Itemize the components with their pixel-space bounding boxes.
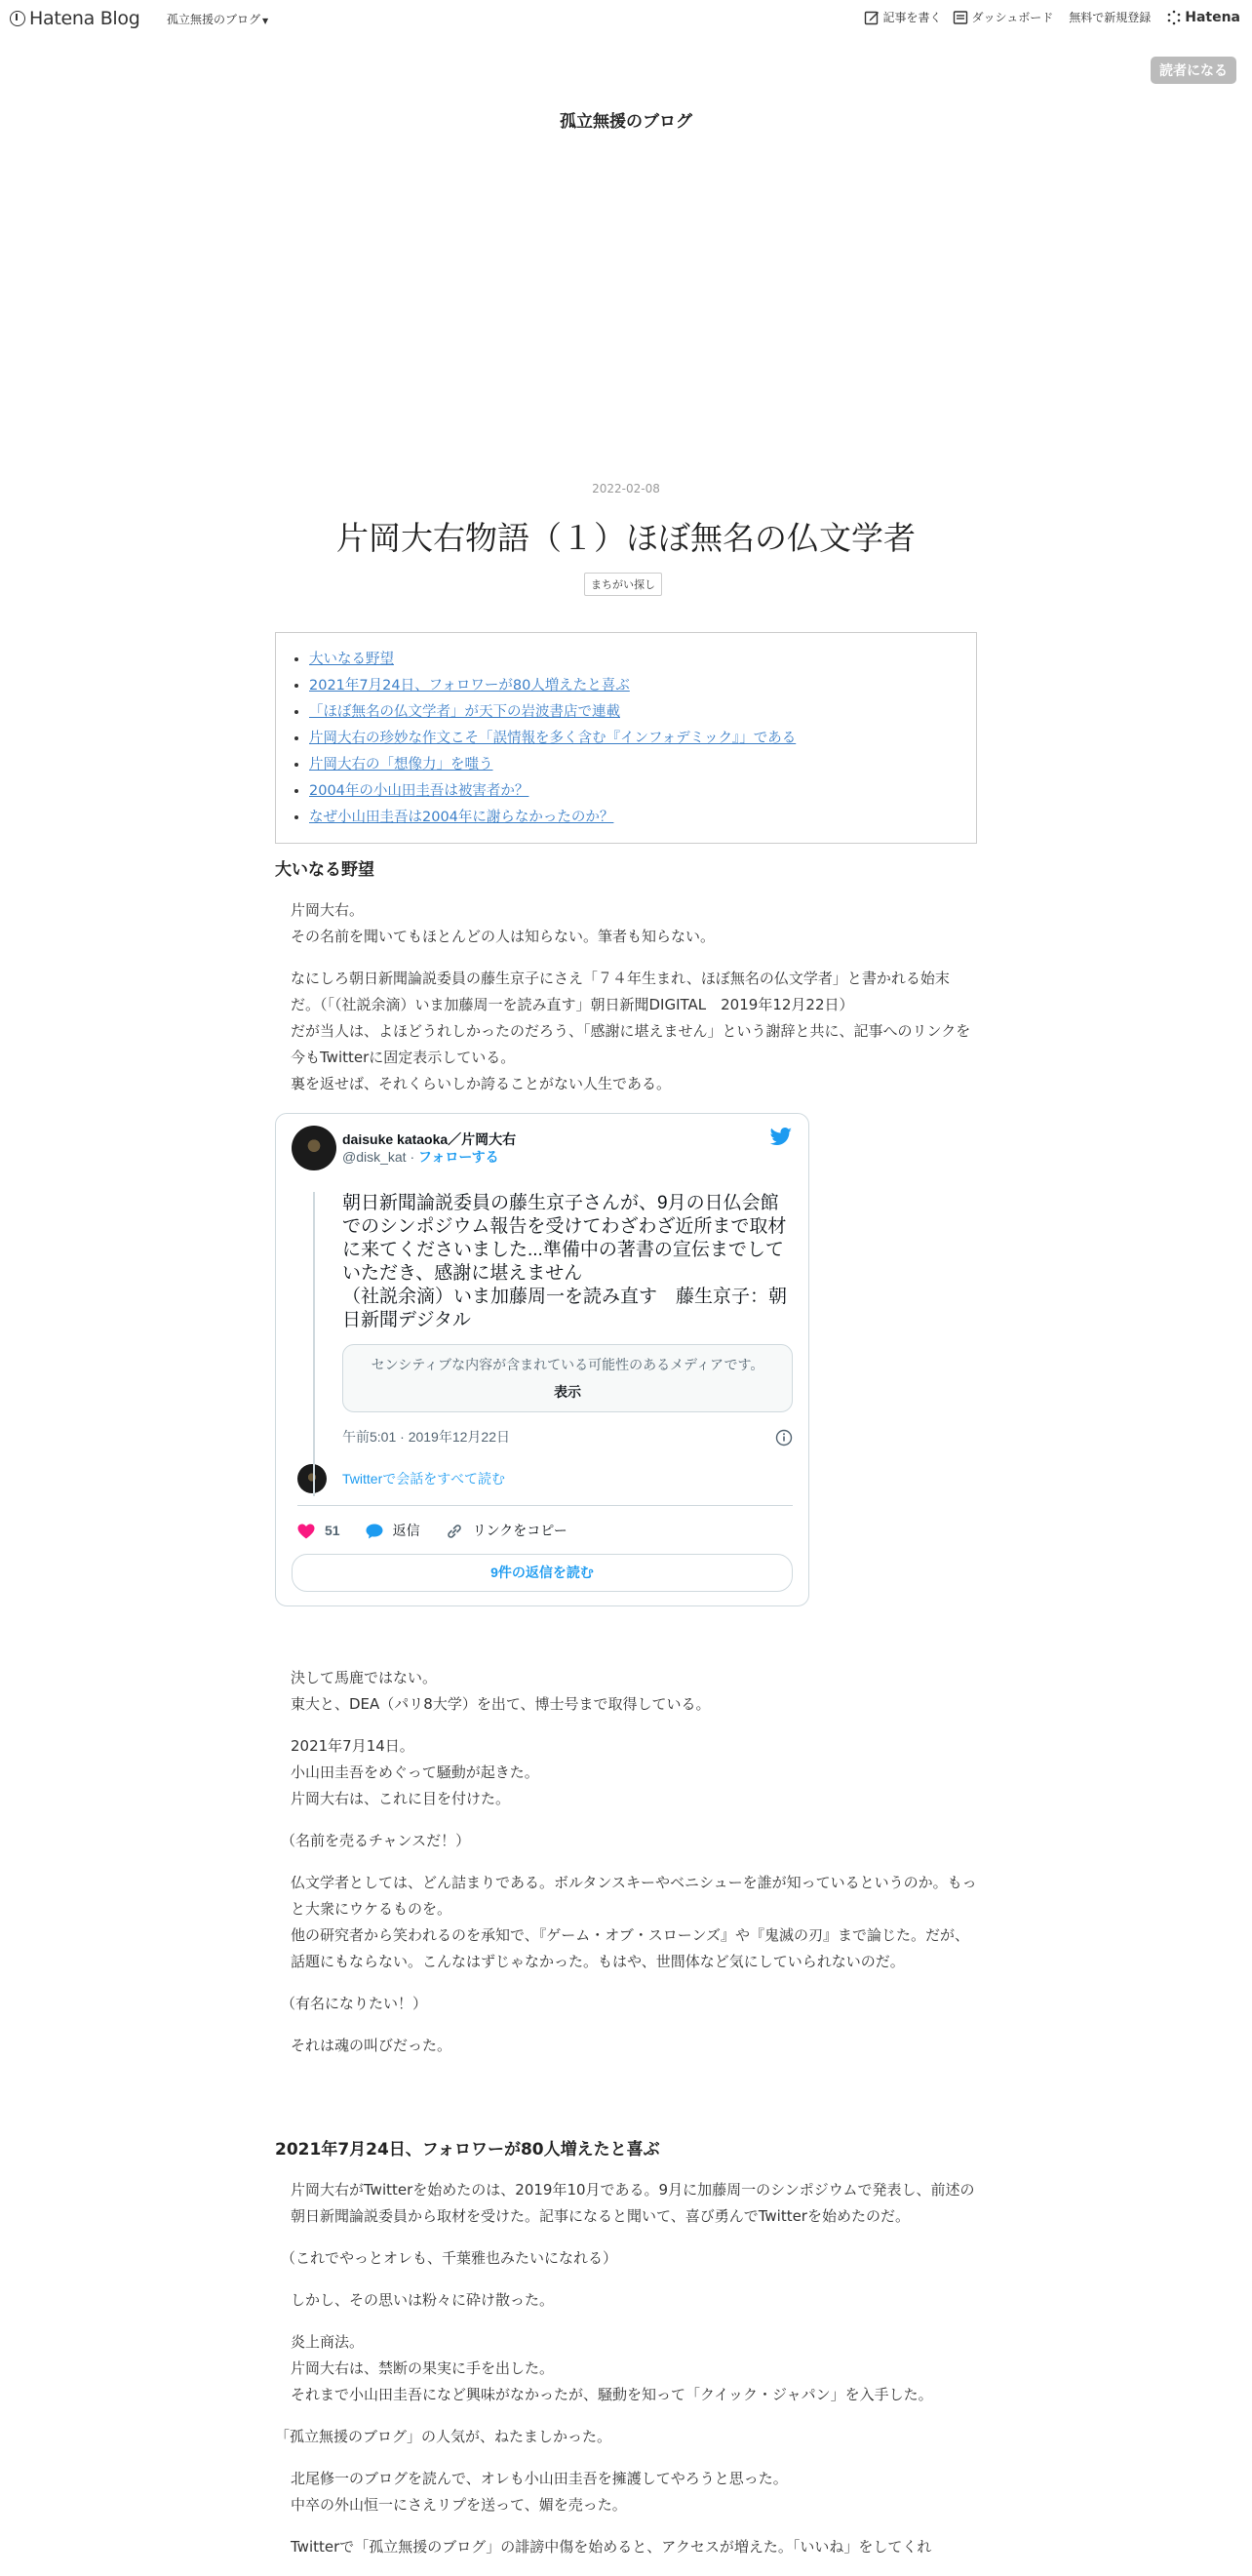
- subscribe-button[interactable]: 読者になる: [1151, 57, 1236, 84]
- paragraph: （名前を売るチャンスだ！）: [281, 1832, 471, 1849]
- signup-label: 無料で新規登録: [1069, 11, 1152, 24]
- tweet-timestamp[interactable]: 午前5:01 · 2019年12月22日: [342, 1429, 510, 1445]
- toc-item: [309, 699, 957, 726]
- toc-item: [309, 673, 957, 699]
- sensitive-media-notice[interactable]: [342, 1344, 793, 1412]
- paragraph: （これでやっとオレも、千葉雅也みたいになれる）: [281, 2249, 618, 2267]
- text-line: 片岡大右は、禁断の果実に手を出した。: [291, 2359, 555, 2377]
- avatar[interactable]: [292, 1126, 336, 1170]
- text-line: 他の研究者から笑われるのを承知で、『ゲーム・オブ・スローンズ』や『鬼滅の刃』まで論じた。だが、話題にもならない。こんなはずじゃなかった。もはや、世間体など気にしていられないのだ。: [291, 1926, 970, 1970]
- follow-button[interactable]: フォローする: [418, 1149, 499, 1165]
- paragraph: しかし、その思いは粉々に砕け散った。: [291, 2291, 555, 2309]
- paragraph: それは魂の叫びだった。: [291, 2037, 452, 2054]
- entry-title[interactable]: 片岡大右物語（１）ほぼ無名の仏文学者: [336, 519, 916, 557]
- toc-link[interactable]: 大いなる野望: [309, 652, 394, 667]
- spacer: [275, 2075, 977, 2129]
- section-heading: 2021年7月24日、フォロワーが80人増えたと喜ぶ: [275, 2140, 660, 2160]
- tweet-meta: [342, 1424, 793, 1450]
- dashboard-label: ダッシュボード: [971, 11, 1054, 24]
- text-line: その名前を聞いてもほとんどの人は知らない。筆者も知らない。: [291, 928, 716, 945]
- text-line: 小山田圭吾をめぐって騒動が起きた。: [291, 1764, 539, 1781]
- section-heading: 大いなる野望: [275, 860, 374, 880]
- reply-bubble-icon: [366, 1524, 383, 1539]
- paragraph: [275, 897, 977, 950]
- global-header: [0, 0, 1252, 37]
- text-line: 片岡大右は、これに目を付けた。: [291, 1790, 511, 1807]
- paragraph: [275, 1071, 977, 1097]
- info-icon[interactable]: [775, 1429, 793, 1447]
- tweet-text: 朝日新聞論説委員の藤生京子さんが、9月の日仏会館でのシンポジウム報告を受けてわざわざ近所まで取材に来てくださいました...準備中の著書の宣伝までしていただき、感謝に堪えません （社説余滴）いま加藤周一を読み直す 藤生京子：朝日新聞デジタル: [342, 1193, 788, 1330]
- toc-item: [309, 752, 957, 778]
- text-line: 2021年7月14日。: [291, 1737, 414, 1755]
- write-article-link[interactable]: [864, 9, 941, 25]
- read-replies-button[interactable]: 9件の返信を読む: [292, 1554, 793, 1592]
- paragraph: [275, 966, 977, 1018]
- embedded-tweet[interactable]: [275, 1113, 809, 1606]
- copy-link-label: リンクをコピー: [472, 1523, 567, 1538]
- text-line: だが当人は、よほどうれしかったのだろう、「感謝に堪えません」という謝辞と共に、記事へのリンクを今もTwitterに固定表示している。: [291, 1022, 971, 1066]
- tweet-body: [342, 1192, 793, 1450]
- toc-link[interactable]: 片岡大右の珍妙な作文こそ「誤情報を多く含む『インフォデミック』」である: [309, 731, 797, 746]
- text-line: 仏文学者としては、どん詰まりである。ボルタンスキーやベニシューを誰が知っているというのか。もっと大衆にウケるものを。: [291, 1874, 977, 1918]
- toc-item: [309, 726, 957, 752]
- header-actions: [852, 9, 1240, 25]
- twitter-bird-icon[interactable]: [769, 1128, 793, 1147]
- text-line: 炎上商法。: [291, 2333, 365, 2351]
- heart-icon: [297, 1524, 315, 1539]
- toc-link[interactable]: 「ほぼ無名の仏文学者」が天下の岩波書店で連載: [309, 704, 620, 720]
- dashboard-link[interactable]: [953, 9, 1053, 25]
- show-media-button[interactable]: 表示: [554, 1384, 581, 1400]
- read-conversation-link[interactable]: [297, 1464, 793, 1506]
- text-line: 裏を返せば、それくらいしか誇ることがない人生である。: [291, 1075, 672, 1092]
- entry-content: [275, 632, 977, 2576]
- tweet-header: daisuke kataoka／片岡大右 @disk_kat · フォローする: [292, 1126, 793, 1170]
- text-line: 北尾修一のブログを読んで、オレも小山田圭吾を擁護してやろうと思った。: [291, 2470, 788, 2487]
- tweet-handle[interactable]: @disk_kat: [342, 1149, 407, 1165]
- text-line: 中卒の外山恒一にさえリプを送って、媚を売った。: [291, 2496, 627, 2514]
- paragraph: 片岡大右がTwitterを始めたのは、2019年10月である。9月に加藤周一のシンポジウムで発表し、前述の朝日新聞論説委員から取材を受けた。記事になると聞いて、喜び勇んでTwitterを始めたのだ。: [291, 2181, 975, 2225]
- paragraph: [275, 1733, 977, 1812]
- toc-item: [309, 805, 957, 831]
- paragraph: 「孤立無援のブログ」の人気が、ねたましかった。: [275, 2428, 612, 2445]
- category-tag[interactable]: まちがい探し: [584, 573, 662, 596]
- blog-selector[interactable]: [167, 11, 268, 27]
- pencil-icon: [864, 10, 880, 25]
- text-line: 東大と、DEA（パリ8大学）を出て、博士号まで取得している。: [291, 1695, 711, 1713]
- copy-link-button[interactable]: [446, 1518, 567, 1544]
- tweet-author-name[interactable]: daisuke kataoka／片岡大右: [342, 1131, 517, 1147]
- toc-item: [309, 647, 957, 673]
- link-icon: [446, 1523, 463, 1540]
- text-line: なにしろ朝日新聞論説委員の藤生京子にさえ「７４年生まれ、ほぼ無名の仏文学者」と書かれる始末だ。（「（社説余滴）いま加藤周一を読み直す」朝日新聞DIGITAL 2019年12月22日）: [291, 970, 950, 1013]
- paragraph: [275, 1665, 977, 1718]
- paragraph: （有名になりたい！）: [281, 1995, 428, 2012]
- toc-link[interactable]: 2021年7月24日、フォロワーが80人増えたと喜ぶ: [309, 678, 630, 694]
- hatena-logo-icon: [10, 11, 25, 26]
- text-line: 決して馬鹿ではない。: [291, 1669, 438, 1686]
- reply-label: 返信: [392, 1523, 420, 1538]
- toc-item: [309, 778, 957, 805]
- blog-selector-label: 孤立無援のブログ: [167, 13, 261, 26]
- blog-title[interactable]: 孤立無援のブログ: [560, 112, 692, 132]
- like-count: 51: [325, 1523, 340, 1538]
- hatena-menu[interactable]: [1166, 10, 1240, 25]
- toc-link[interactable]: 2004年の小山田圭吾は被害者か？: [309, 783, 529, 799]
- write-label: 記事を書く: [882, 11, 942, 24]
- paragraph: [275, 1870, 977, 1922]
- paragraph: [275, 1922, 977, 1975]
- toc-link[interactable]: 片岡大右の「想像力」を嗤う: [309, 757, 493, 773]
- text-line: 片岡大右。: [291, 901, 365, 919]
- paragraph: [275, 2466, 977, 2518]
- caret-down-icon: ▼: [262, 17, 269, 25]
- tweet-actions: [297, 1518, 793, 1544]
- dashboard-icon: [953, 10, 968, 25]
- hatena-blog-logo[interactable]: [10, 8, 140, 29]
- like-button[interactable]: [297, 1518, 340, 1544]
- entry-date[interactable]: 2022-02-08: [592, 482, 660, 495]
- hatena-dots-icon: [1166, 10, 1182, 25]
- table-of-contents: [275, 632, 977, 844]
- convo-label: Twitterで会話をすべて読む: [342, 1470, 505, 1486]
- thread-line: [313, 1192, 315, 1496]
- hatena-label: Hatena: [1185, 9, 1240, 25]
- paragraph: [275, 2329, 977, 2408]
- sensitive-text: センシティブな内容が含まれている可能性のあるメディアです。: [371, 1357, 764, 1372]
- paragraph: Twitterで「孤立無援のブログ」の誹謗中傷を始めると、アクセスが増えた。「いいね」をしてくれ: [291, 2538, 932, 2556]
- text-line: それまで小山田圭吾になど興味がなかったが、騒動を知って「クイック・ジャパン」を入手した。: [291, 2386, 933, 2403]
- avatar: [297, 1464, 327, 1493]
- signup-link[interactable]: [1069, 9, 1151, 25]
- brand-label: Hatena Blog: [29, 8, 140, 29]
- toc-link[interactable]: なぜ小山田圭吾は2004年に謝らなかったのか？: [309, 810, 614, 825]
- reply-button[interactable]: [366, 1518, 420, 1544]
- paragraph: [275, 1018, 977, 1071]
